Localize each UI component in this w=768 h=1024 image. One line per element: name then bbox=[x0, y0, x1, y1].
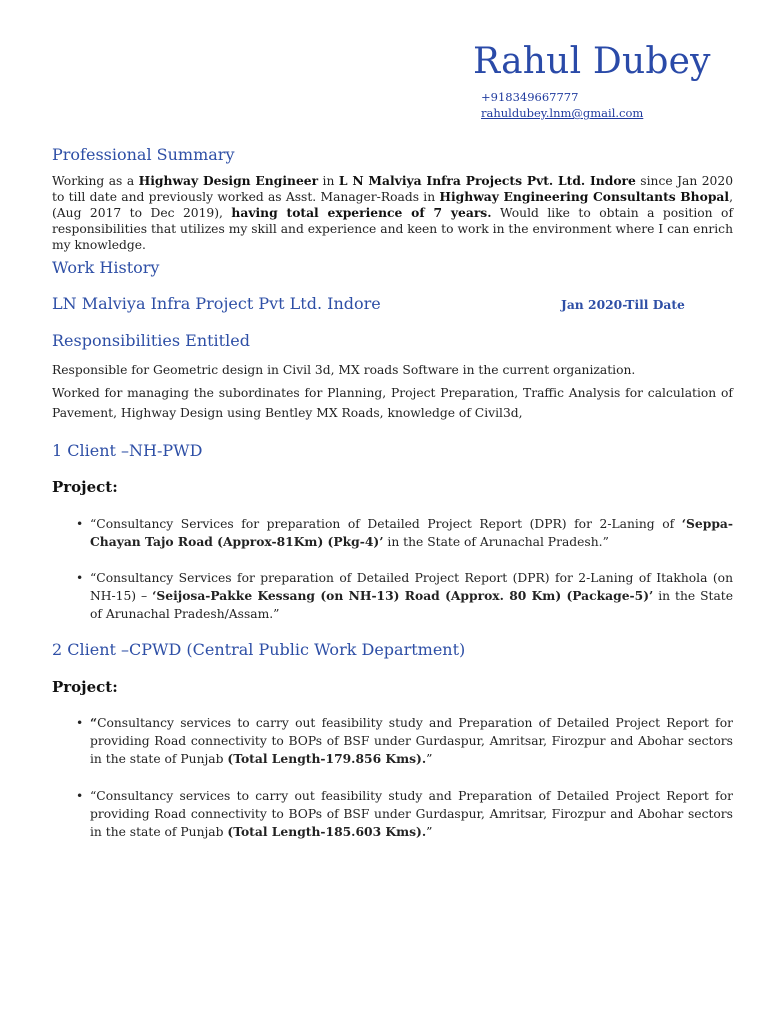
summary-bold-previous-company: Highway Engineering Consultants Bhopal bbox=[439, 189, 730, 204]
client-1-heading: 1 Client –NH-PWD bbox=[52, 441, 203, 460]
summary-bold-experience: having total experience of 7 years. bbox=[231, 205, 492, 220]
list-item bbox=[76, 787, 733, 841]
list-item bbox=[76, 714, 733, 768]
project-text: “Consultancy Services for preparation of Detailed Project Report (DPR) for 2-Laning of Itakhola (on NH-15) – bbox=[90, 571, 733, 603]
responsibility-line-1: Responsible for Geometric design in Civil 3d, MX roads Software in the current organization. bbox=[52, 363, 636, 377]
professional-summary-text bbox=[52, 173, 733, 253]
bullet-icon: • bbox=[76, 789, 84, 803]
project-road-name: ‘Seijosa-Pakke Kessang (on NH-13) Road (Approx. 80 Km) (Package-5)’ bbox=[152, 588, 654, 603]
project-text: in the State of Arunachal Pradesh.” bbox=[383, 535, 609, 549]
project-length: (Total Length-179.856 Kms). bbox=[227, 751, 427, 766]
summary-bold-company: L N Malviya Infra Projects Pvt. Ltd. Indore bbox=[338, 173, 636, 188]
work-history-heading: Work History bbox=[52, 258, 160, 277]
employment-date: Jan 2020-Till Date bbox=[561, 297, 685, 312]
project-length: (Total Length-185.603 Kms). bbox=[227, 824, 427, 839]
project-road-name: ‘Seppa-Chayan Tajo Road (Approx-81Km) (Pkg-4)’ bbox=[90, 516, 733, 549]
summary-text-part: in bbox=[318, 174, 339, 188]
project-text: ” bbox=[426, 825, 433, 839]
summary-text-part: Would like to obtain a position of responsibilities that utilizes my skill and experience and keen to work in the environment where I can enrich my knowledge. bbox=[52, 206, 733, 252]
summary-text-part: since Jan 2020 to till date and previously worked as Asst. Manager-Roads in bbox=[52, 174, 734, 204]
responsibilities-heading: Responsibilities Entitled bbox=[52, 331, 250, 350]
summary-text-part: , (Aug 2017 to Dec 2019), bbox=[52, 190, 733, 220]
project-text: ” bbox=[426, 752, 433, 766]
candidate-name: Rahul Dubey bbox=[473, 41, 711, 82]
bullet-icon: • bbox=[76, 716, 84, 730]
summary-text-part: Working as a bbox=[52, 174, 139, 188]
bullet-icon: • bbox=[76, 571, 84, 585]
client-2-heading: 2 Client –CPWD (Central Public Work Department) bbox=[52, 640, 466, 659]
client-1-project-list bbox=[52, 515, 733, 551]
responsibility-line-2: Worked for managing the subordinates for Planning, Project Preparation, Traffic Analysis for calculation of Pavement, Highway Design using Bentley MX Roads, knowledge of Civil3d, bbox=[52, 386, 733, 420]
client-1-project-list bbox=[52, 569, 733, 623]
summary-bold-role: Highway Design Engineer bbox=[138, 173, 319, 188]
project-text: “Consultancy services to carry out feasibility study and Preparation of Detailed Project Report for providing Road connectivity to BOPs of BSF under Gurdaspur, Amritsar, Firozpur and Abohar sectors in the state of Punjab bbox=[90, 789, 733, 839]
client-2-project-list bbox=[52, 714, 733, 768]
professional-summary-heading: Professional Summary bbox=[52, 145, 235, 164]
opening-quote: “ bbox=[90, 715, 98, 730]
client-1-project-label: Project: bbox=[52, 478, 118, 496]
project-text: Consultancy services to carry out feasibility study and Preparation of Detailed Project Report for providing Road connectivity to BOPs of BSF under Gurdaspur, Amritsar, Firozpur and Abohar sectors in the state of Punjab bbox=[90, 716, 733, 766]
email-link[interactable]: rahuldubey.lnm@gmail.com bbox=[481, 106, 644, 120]
list-item bbox=[76, 515, 733, 551]
list-item bbox=[76, 569, 733, 623]
project-text: in the State of Arunachal Pradesh/Assam.” bbox=[90, 589, 733, 621]
bullet-icon: • bbox=[76, 517, 84, 531]
client-2-project-list bbox=[52, 787, 733, 841]
project-text: “Consultancy Services for preparation of Detailed Project Report (DPR) for 2-Laning of bbox=[90, 517, 682, 531]
client-2-project-label: Project: bbox=[52, 678, 118, 696]
company-name: LN Malviya Infra Project Pvt Ltd. Indore bbox=[52, 294, 381, 313]
phone-number[interactable]: +918349667777 bbox=[481, 90, 579, 104]
